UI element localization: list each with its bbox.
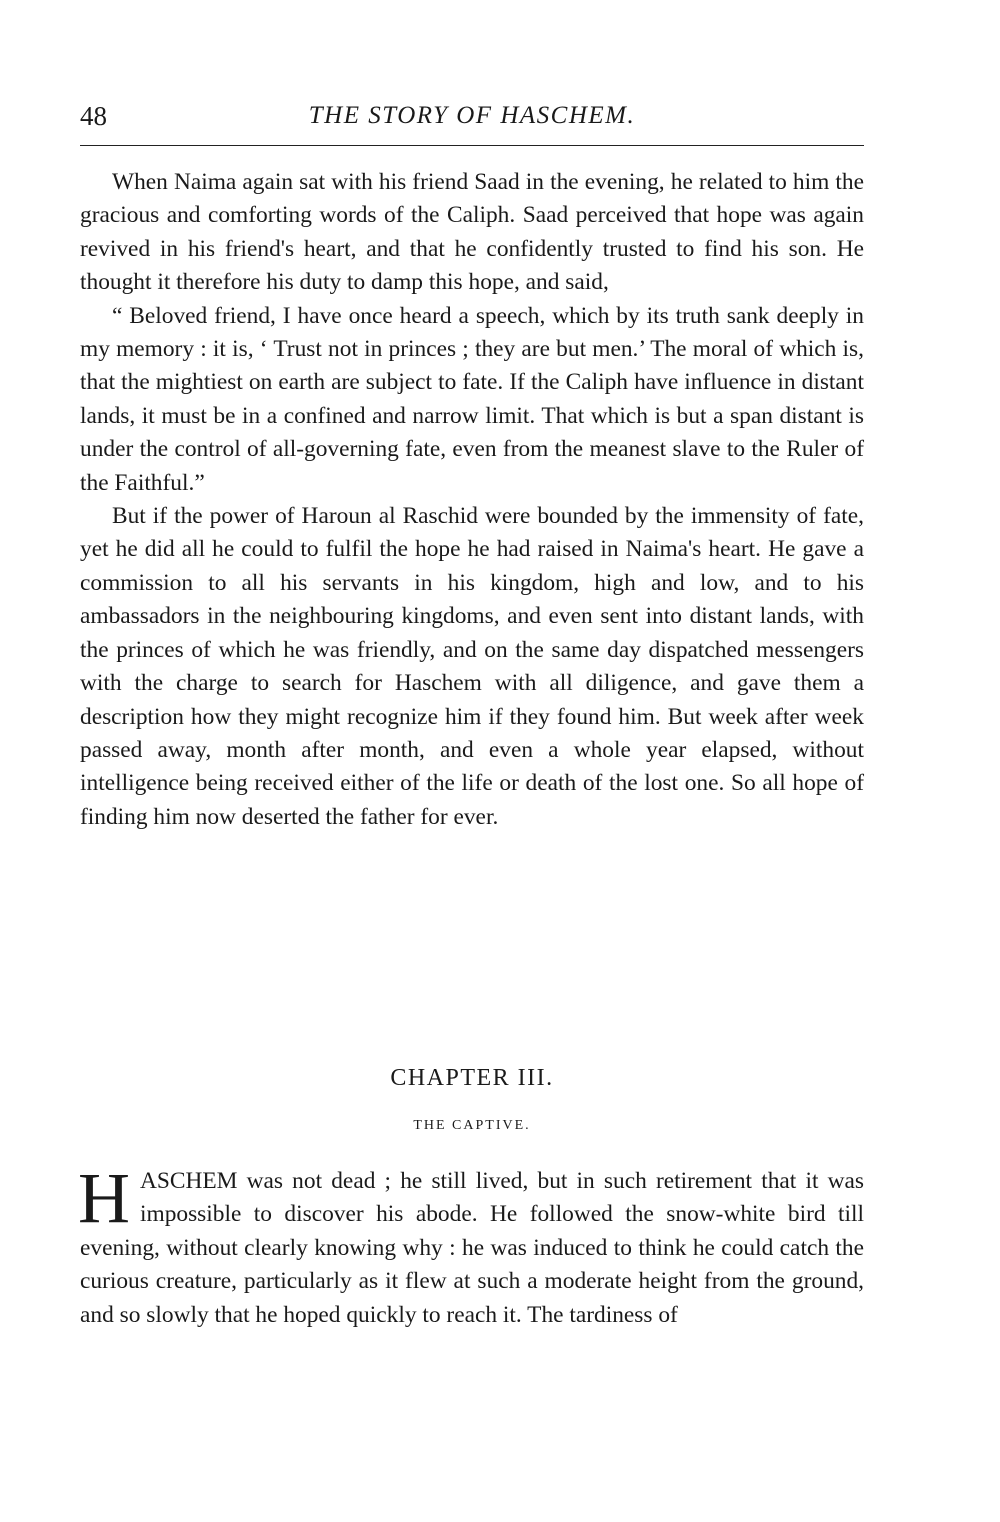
chapter-opening-text: ASCHEM was not dead ; he still lived, but in such retirement that it was impossible to discover his abode. He followed the snow-white bird till evening, without clearly knowing why : he was induced to think he could catch the curious creature, particularly as it flew at such a moderate height from the ground, and so slowly that he hoped quickly to reach it. The tardiness of	[80, 1168, 864, 1328]
paragraph-caliph-search: But if the power of Haroun al Raschid were bounded by the immensity of fate, yet he did all he could to fulfil the hope he had raised in Naima's heart. He gave a commission to all his servants in his kingdom, high and low, and to his ambassadors in the neighbouring kingdoms, and even sent into distant lands, with the princes of which he was friendly, and on the same day dispatched messengers with the charge to search for Haschem with all diligence, and gave them a description how they might recognize him if they found him. But week after week passed away, month after month, and even a whole year elapsed, without intelligence being received either of the life or death of the lost one. So all hope of finding him now deserted the father for ever.	[80, 503, 864, 830]
chapter-heading: CHAPTER III.	[390, 1065, 554, 1091]
drop-cap: H	[78, 1158, 130, 1238]
chapter-opening	[78, 1158, 864, 1332]
running-head	[80, 98, 864, 142]
paragraph-saad-speech: “ Beloved friend, I have once heard a speech, which by its truth sank deeply in my memory : it is, ‘ Trust not in princes ; they are but men.’ The moral of which is, that the mightiest on earth are subject to fate. If the Caliph have influence in distant lands, it must be in a confined and narrow limit. That which is but a span distant is under the control of all-governing fate, even from the meanest slave to the Ruler of the Faithful.”	[80, 302, 864, 496]
header-rule	[80, 145, 864, 146]
paragraph-naima-saad: When Naima again sat with his friend Saad in the evening, he related to him the gracious and comforting words of the Caliph. Saad perceived that hope was again revived in his friend's heart, and that he confidently trusted to find his son. He thought it therefore his duty to damp this hope, and said,	[80, 169, 864, 296]
body-text	[80, 166, 864, 834]
running-title: THE STORY OF HASCHEM.	[308, 102, 636, 129]
chapter-opening-paragraph	[78, 1158, 864, 1332]
chapter-subtitle: THE CAPTIVE.	[413, 1118, 531, 1133]
page-number: 48	[80, 101, 107, 131]
